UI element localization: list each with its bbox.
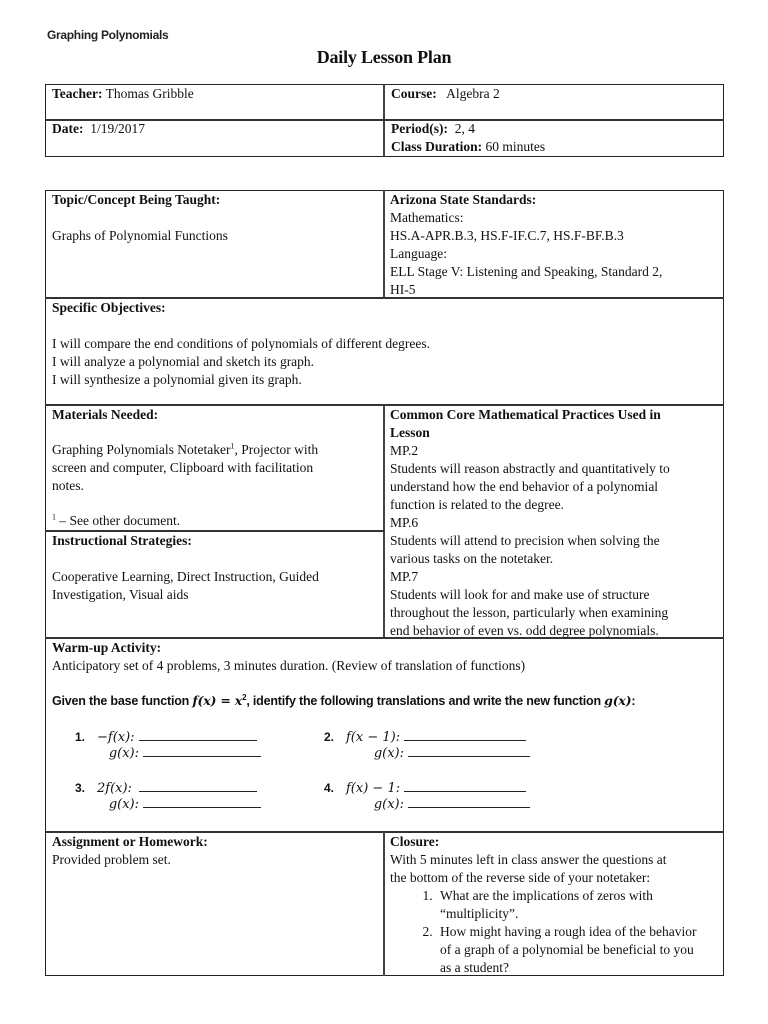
date-cell (52, 120, 145, 138)
problem-number: 1. (75, 730, 86, 744)
practices-label: Lesson (390, 425, 430, 440)
footnote-text: – See other document. (56, 513, 181, 528)
practices-line: Students will reason abstractly and quantitatively to (390, 461, 670, 476)
closure-question: 1. What are the implications of zeros with “multiplicity”. (436, 887, 701, 923)
info-table-row-divider (45, 119, 724, 121)
periods-label: Period(s): (391, 121, 448, 136)
materials-cell (52, 406, 318, 530)
topic-value: Graphs of Polynomial Functions (52, 228, 228, 243)
problem-4 (324, 781, 526, 796)
prompt-text: : (631, 694, 636, 708)
periods-value: 2, 4 (454, 121, 475, 136)
course-value: Algebra 2 (446, 86, 500, 101)
topic-label: Topic/Concept Being Taught: (52, 192, 221, 207)
problem-1-g (97, 746, 261, 761)
problem-g-label: g(x): (108, 746, 139, 761)
practices-label: Common Core Mathematical Practices Used in (390, 407, 661, 422)
problem-1 (75, 730, 257, 745)
practices-line: MP.6 (390, 515, 419, 530)
page-title: Daily Lesson Plan (316, 47, 452, 67)
divider-assignment (383, 832, 385, 976)
materials-text: notes. (52, 478, 84, 493)
course-label: Course: (391, 86, 437, 101)
prompt-text: , identify the following translations and write the new function (246, 694, 605, 708)
standards-line: Mathematics: (390, 210, 464, 225)
prompt-math-fx: f(x) = x (192, 693, 243, 708)
problem-g-label: g(x): (373, 746, 404, 761)
assignment-cell (52, 833, 208, 869)
course-cell (391, 85, 500, 103)
teacher-cell (52, 85, 194, 103)
closure-intro: the bottom of the reverse side of your notetaker: (390, 870, 651, 885)
standards-line: HS.A-APR.B.3, HS.F-IF.C.7, HS.F-BF.B.3 (390, 228, 624, 243)
closure-intro: With 5 minutes left in class answer the questions at (390, 852, 667, 867)
practices-line: Students will attend to precision when solving the (390, 533, 660, 548)
problem-expression: f(x) − 1: (346, 781, 401, 796)
objective-item: I will compare the end conditions of polynomials of different degrees. (52, 336, 431, 351)
answer-blank[interactable] (143, 807, 261, 808)
practices-line: throughout the lesson, particularly when examining (390, 605, 669, 620)
practices-cell (390, 406, 670, 640)
practices-line: understand how the end behavior of a polynomial (390, 479, 659, 494)
warmup-description: Anticipatory set of 4 problems, 3 minutes duration. (Review of translation of functions) (52, 658, 526, 673)
standards-line: ELL Stage V: Listening and Speaking, Standard 2, (390, 264, 663, 279)
strategies-line: Investigation, Visual aids (52, 587, 189, 602)
standards-label: Arizona State Standards: (390, 192, 537, 207)
materials-text: Graphing Polynomials Notetaker (52, 442, 231, 457)
duration-value: 60 minutes (485, 139, 546, 154)
date-label: Date: (52, 121, 84, 136)
problem-4-g (362, 797, 530, 812)
answer-blank[interactable] (139, 740, 257, 741)
problem-expression: −f(x): (97, 730, 135, 745)
standards-line: Language: (390, 246, 447, 261)
practices-line: Students will look for and make use of structure (390, 587, 650, 602)
closure-question: 2. How might having a rough idea of the behavior of a graph of a polynomial be beneficial to you as a student? (436, 923, 701, 977)
warmup-label: Warm-up Activity: (52, 640, 162, 655)
date-value: 1/19/2017 (90, 121, 145, 136)
problem-number: 2. (324, 730, 335, 744)
materials-label: Materials Needed: (52, 407, 159, 422)
problem-3 (75, 781, 257, 796)
prompt-exponent: 2 (242, 692, 247, 702)
strategies-line: Cooperative Learning, Direct Instruction, Guided (52, 569, 319, 584)
problem-expression: 2f(x): (97, 781, 132, 796)
closure-label: Closure: (390, 834, 440, 849)
closure-questions (390, 887, 701, 977)
answer-blank[interactable] (143, 756, 261, 757)
objective-item: I will synthesize a polynomial given its graph. (52, 372, 302, 387)
running-header: Graphing Polynomials (47, 28, 169, 42)
topic-cell (52, 191, 228, 245)
prompt-text: Given the base function (52, 694, 193, 708)
materials-text: screen and computer, Clipboard with facilitation (52, 460, 314, 475)
info-table-divider (383, 84, 385, 157)
warmup-prompt (52, 692, 635, 710)
warmup-cell (52, 639, 525, 675)
materials-text: , Projector with (234, 442, 319, 457)
problem-3-g (97, 797, 261, 812)
closure-cell (390, 833, 715, 977)
problem-number: 4. (324, 781, 335, 795)
practices-line: function is related to the degree. (390, 497, 564, 512)
problem-g-label: g(x): (373, 797, 404, 812)
teacher-label: Teacher: (52, 86, 103, 101)
standards-cell (390, 191, 662, 299)
answer-blank[interactable] (404, 791, 526, 792)
strategies-label: Instructional Strategies: (52, 533, 192, 548)
answer-blank[interactable] (139, 791, 257, 792)
assignment-label: Assignment or Homework: (52, 834, 208, 849)
practices-line: MP.2 (390, 443, 419, 458)
objective-item: I will analyze a polynomial and sketch its graph. (52, 354, 315, 369)
objectives-cell (52, 299, 430, 389)
answer-blank[interactable] (408, 807, 530, 808)
teacher-name: Thomas Gribble (105, 86, 194, 101)
problem-number: 3. (75, 781, 86, 795)
problem-g-label: g(x): (108, 797, 139, 812)
problem-2-g (362, 746, 530, 761)
prompt-math-gx: g(x) (604, 693, 632, 708)
divider-materials (383, 405, 385, 638)
assignment-value: Provided problem set. (52, 852, 171, 867)
strategies-cell (52, 532, 319, 604)
footnote-mark: 1 (230, 441, 235, 451)
answer-blank[interactable] (408, 756, 530, 757)
practices-line: various tasks on the notetaker. (390, 551, 554, 566)
standards-line: HI-5 (390, 282, 416, 297)
practices-line: MP.7 (390, 569, 419, 584)
divider-topic (383, 190, 385, 298)
footnote-mark: 1 (52, 512, 56, 522)
practices-line: end behavior of even vs. odd degree polynomials. (390, 623, 659, 638)
problem-2 (324, 730, 526, 745)
objectives-label: Specific Objectives: (52, 300, 166, 315)
answer-blank[interactable] (404, 740, 526, 741)
problem-expression: f(x − 1): (346, 730, 401, 745)
duration-label: Class Duration: (391, 139, 483, 154)
period-cell (391, 120, 545, 156)
